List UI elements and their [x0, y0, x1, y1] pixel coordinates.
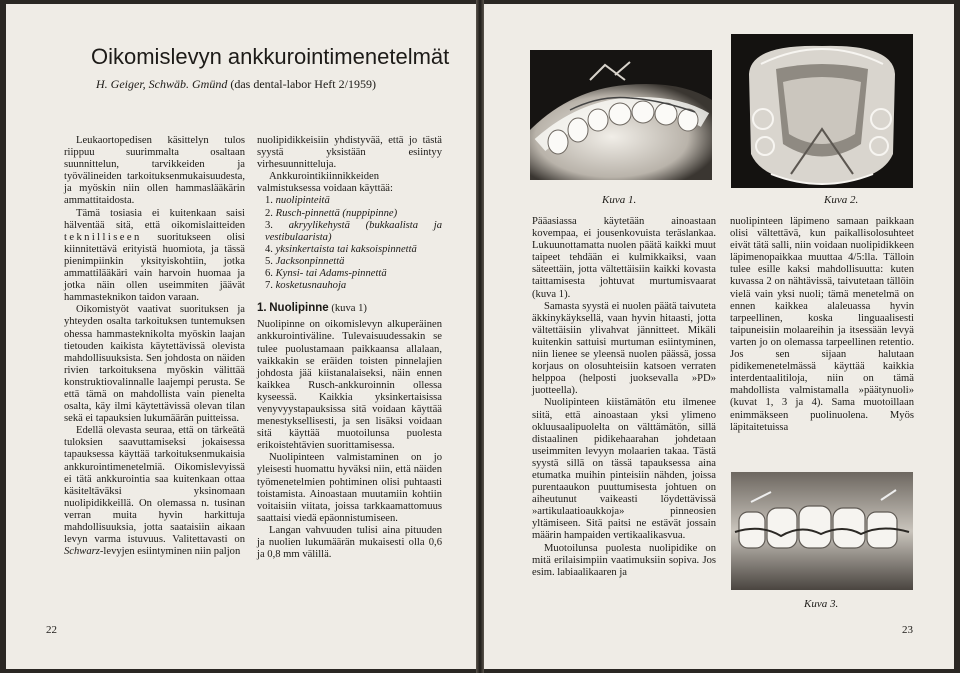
caption-kuva-2: Kuva 2.	[824, 194, 859, 206]
paragraph: nuolipidikkeisiin yhdistyvää, että jo tästä syystä yksistään esiintyy virhesuunnitteluja.	[257, 135, 442, 171]
photo-kuva-1	[530, 50, 712, 180]
list-item: 7. kosketusnauhoja	[265, 280, 347, 292]
right-page	[484, 4, 954, 669]
list-item: 3. akryylikehystä (bukkaalista ja vestibulaarista)	[265, 219, 442, 243]
spaced-word: teknilliseen	[64, 231, 142, 243]
article-authors: H. Geiger, Schwäb. Gmünd	[96, 77, 228, 91]
dental-plate-photo-2	[731, 34, 913, 188]
paragraph: Langan vahvuuden tulisi aina pituuden ja nuolien lukumäärän mukaisesti olla 0,6 ja 0,8 mm välillä.	[257, 524, 442, 561]
section-heading: 1. Nuolipinne (kuva 1)	[257, 302, 367, 315]
paragraph: Pääasiassa käytetään ainoastaan kovempaa, ei jousenkovuista teräslankaa. Lukuunottamatta nuolen päätä kaikki muut taipeet tehdään ei kulmikkaiksi, vaan säteettäin, jotta vältettäisiin kaikki kovasta taittamisesta johtuvat murtumisvaarat (kuva 1).	[532, 216, 716, 300]
photo-kuva-3	[731, 472, 913, 590]
italic-term: Schwarz	[64, 546, 100, 558]
article-byline	[96, 77, 376, 92]
left-page	[6, 4, 476, 669]
list-item: 6. Kynsi- tai Adams-pinnettä	[265, 268, 387, 280]
list-item: 4. yksinkertaista tai kaksoispinnettä	[265, 243, 417, 255]
paragraph: Nuolipinteen valmistaminen on jo yleisesti huomattu hyväksi niin, että näiden työmenetelmien pohtiminen olisi puhtaasti toistamista. Ainoastaan muutamiin kohtiin voitaisiin viitata, joissa tarkkaamattomuus saattaisi viedä epäonnistumiseen.	[257, 452, 442, 524]
article-source: (das dental-labor Heft 2/1959)	[230, 77, 376, 91]
caption-kuva-3: Kuva 3.	[804, 598, 839, 610]
anchoring-methods-list	[257, 195, 442, 292]
right-column-1	[532, 216, 716, 579]
paragraph: Oikomistyöt vaativat suorituksen ja yhteyden osalta tarkoituksen tuntemuksen ohessa hammasteknikolta myöskin laajan tietouden kaikista käytettävissä olevista mahdollisuuksista. Sen johdosta on näiden rivien tarkoituksena myöskin välittää konstruktiovalinnalle laajempi perusta. Se että tämä on mahdollista vain pienelta osalta, käy ilmi käytettävissä olevan tilan sekä ei tapauksien lukumäärän puitteissa.	[64, 304, 245, 425]
list-item: 5. Jacksonpinnettä	[265, 255, 345, 267]
paragraph: Samasta syystä ei nuolen päätä taivuteta äkkinykäyksellä, vaan hyvin hitaasti, jotta vältettäisiin ylivahvat jännitteet. Mikäli kuitenkin sattuisi murtuman esiintyminen, niin lienee se yleensä nuolen päässä, jossa korjaus on olosuhteisiin katsoen verraten helppoa (helposti juoksevalla »PD» juotteella).	[532, 300, 716, 397]
left-column-1	[64, 135, 245, 558]
paragraph: Edellä olevasta seuraa, että on tärkeätä tuloksien saavuttamiseksi jokaisessa tapauksessa käyttää tarkoituksenmukaisia ankkurointimenetelmiä. Oikomislevyissä ei tätä ankkurointia saa kuitenkaan ottaa käsiteltäväksi yksinomaan nuolipidikkeillä. On olemassa n. tusinan verran muita hyvin harkittuja mahdollisuuksia, jotta saataisiin aikaan levyn varma istuvuus. Valitettavasti on Schwarz-levyjen esiintyminen niin paljon	[64, 425, 245, 558]
paragraph: Ankkurointikiinnikkeiden valmistuksessa voidaan käyttää:	[257, 171, 393, 195]
paragraph: nuolipinteen läpimeno samaan paikkaan olisi vältettävä, kun paikallisolosuhteet eivät tätä salli, niin voidaan nuolipidikkeen läpimenopaikkaa muuttaa 4/5:lla. Tälloin tulee esille kaksi mahdollisuutta: kuten kuvassa 2 on nähtävissä, taivutetaan tällöin vielä vain yksi nuoli; tämä menetelmä on ennen kaikkea alaleuassa hyvin tarpeellinen, koska linguaalisesti taipuneisiin molaareihin ja itsessään levyä varten jo on olemassa tarpeellinen retentio. Jos sen sijaan halutaan pidikemenetelmässä käyttää kaikkia interdentaalitiloja, niin on tämä mahdollista valmistamalla »päätynuoli» (kuvat 1, 3 ja 4). Sama muotoillaan enimmäkseen puolinuolena. Myös läpitaitetuissa	[730, 216, 914, 433]
right-column-2	[730, 216, 914, 434]
paragraph: Leukaortopedisen käsittelyn tulos riippuu suurimmalta osaltaan suunnittelun, tarvikkeiden ja työvälineiden tarkoituksenmukaisuudesta, ja myöskin niin ollen hammaslääkärin ammattitaidosta.	[64, 135, 245, 207]
book-gutter	[476, 0, 484, 673]
list-item: 2. Rusch-pinnettä (nuppipinne)	[265, 207, 398, 219]
dental-cast-photo-3	[731, 472, 913, 590]
photo-kuva-2	[731, 34, 913, 188]
page-number: 22	[46, 624, 57, 636]
left-column-2	[257, 135, 442, 561]
page-number: 23	[902, 624, 913, 636]
paragraph: Nuolipinne on oikomislevyn alkuperäinen ankkurointiväline. Tulevaisuudessakin se tulee puolustamaan paikkaansa allalaan, vaikkakin se eräiden toisten pinnelajien johdosta jää kiistanalaiseksi, näin ennen kaikkea Rusch-ankkuroinnin ollessa kyseessä. Kaikkia yksinkertaisissa venyvyystapauksissa sitä voidaan käyttää menestyksellisesti, ja sen lisäksi voidaan sitä käyttää muotoilunsa puolesta erikoistehtävien suorittamisessa.	[257, 319, 442, 452]
paragraph: Tämä tosiasia ei kuitenkaan saisi hälventää sitä, että oikomislaitteiden teknilliseen suoritukseen olisi kiinnitettävä erityistä huomiota, ja tässä pienimpiinkin yksityiskohtiin, jotka ammattilääkäri vain harvoin huomaa ja jotka näin ollen useimmiten jäävät hammasteknikon taidon varaan.	[64, 207, 245, 304]
paragraph: Nuolipinteen kiistämätön etu ilmenee siitä, että ainoastaan yksi ylimeno okluusaalipuolelta on välttämätön, sillä distaalinen pidikehaarahan johdetaan useimmiten levyyn molaarien takaa. Tästä syystä sillä on tässä tapauksessa aina etumatka muihin pinteisiin nähden, joissa purentaaukon puuttumisesta johtuen on aiheutunut vaikeasti löydettävissä »artikulaatioaukkoja» pinneosien yltämiseen. Sitä paitsi ne estävät jossain määrin hampaiden vertikaalikasvua.	[532, 397, 716, 542]
article-title: Oikomislevyn ankkurointimenetelmät	[91, 44, 450, 69]
list-item: 1. nuolipinteitä	[265, 195, 330, 207]
paragraph: Muotoilunsa puolesta nuolipidike on mitä erilaisimpiin vaatimuksiin sopiva. Jos esim. labiaalikaaren ja	[532, 542, 716, 578]
dental-cast-photo-1	[530, 50, 712, 180]
caption-kuva-1: Kuva 1.	[602, 194, 637, 206]
